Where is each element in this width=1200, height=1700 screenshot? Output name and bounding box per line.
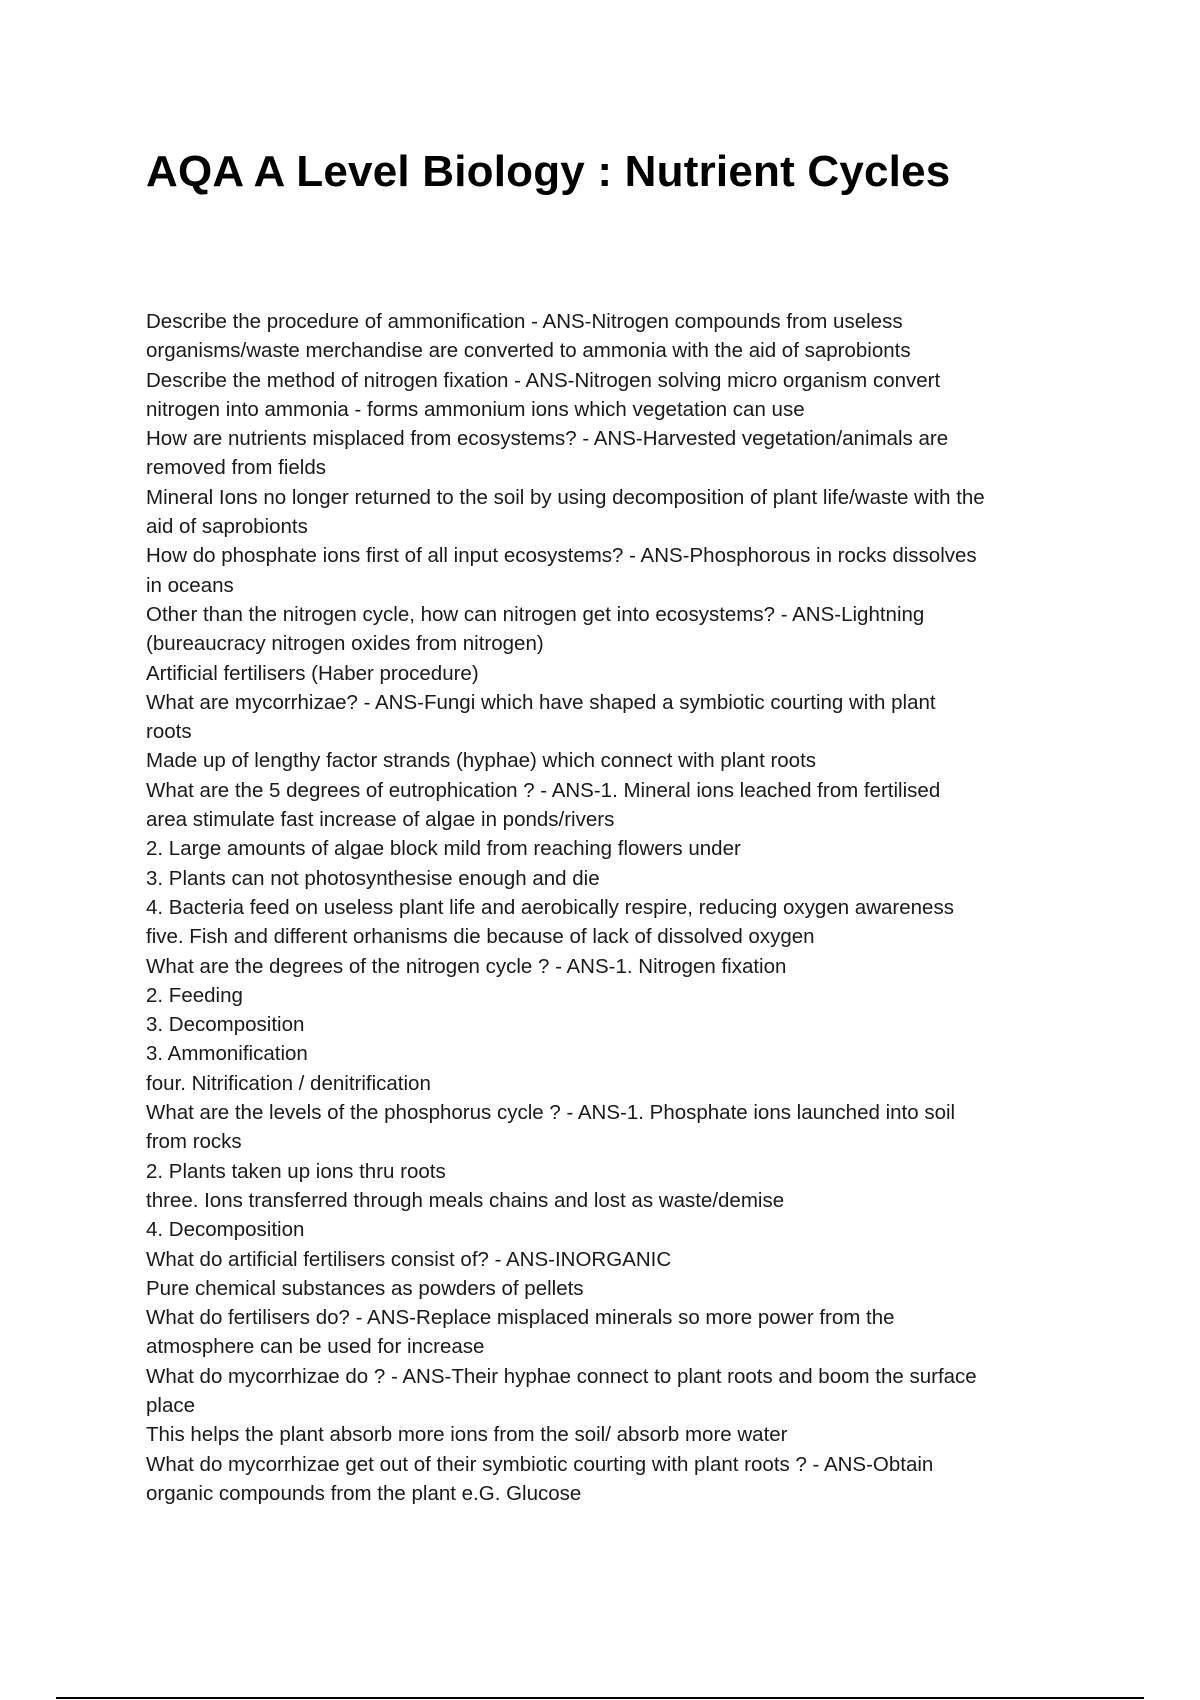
text-line: This helps the plant absorb more ions from the soil/ absorb more water	[146, 1423, 788, 1447]
text-line: How are nutrients misplaced from ecosystems? - ANS-Harvested vegetation/animals are	[146, 427, 949, 451]
text-line: organisms/waste merchandise are converted to ammonia with the aid of saprobionts	[146, 339, 911, 363]
text-line: 4. Bacteria feed on useless plant life and aerobically respire, reducing oxygen awareness	[146, 895, 954, 919]
text-line: place	[146, 1393, 196, 1417]
text-line: 2. Feeding	[146, 983, 243, 1007]
text-line: What do mycorrhizae do ? - ANS-Their hyphae connect to plant roots and boom the surface	[146, 1364, 977, 1388]
text-line: Artificial fertilisers (Haber procedure)	[146, 661, 479, 685]
text-line: aid of saprobionts	[146, 515, 308, 539]
text-line: Mineral Ions no longer returned to the soil by using decomposition of plant life/waste with the	[146, 485, 985, 509]
document-body	[146, 307, 1066, 1508]
text-line: four. Nitrification / denitrification	[146, 1071, 431, 1095]
text-line: area stimulate fast increase of algae in ponds/rivers	[146, 808, 615, 832]
page-title: AQA A Level Biology : Nutrient Cycles	[146, 147, 951, 196]
footer-divider	[56, 1697, 1144, 1699]
text-line: Pure chemical substances as powders of pellets	[146, 1276, 584, 1300]
text-line: What are the levels of the phosphorus cycle ? - ANS-1. Phosphate ions launched into soil	[146, 1101, 956, 1125]
text-line: atmosphere can be used for increase	[146, 1335, 485, 1359]
text-line: What are the 5 degrees of eutrophication ? - ANS-1. Mineral ions leached from fertilised	[146, 778, 941, 802]
text-line: 4. Decomposition	[146, 1218, 305, 1242]
text-line: (bureaucracy nitrogen oxides from nitrogen)	[146, 632, 544, 656]
text-line: 3. Decomposition	[146, 1013, 305, 1037]
text-line: Other than the nitrogen cycle, how can nitrogen get into ecosystems? - ANS-Lightning	[146, 602, 925, 626]
text-line: What are mycorrhizae? - ANS-Fungi which have shaped a symbiotic courting with plant	[146, 690, 936, 714]
text-line: in oceans	[146, 573, 234, 597]
text-line: 2. Plants taken up ions thru roots	[146, 1159, 446, 1183]
text-line: Made up of lengthy factor strands (hyphae) which connect with plant roots	[146, 749, 817, 773]
text-line: 2. Large amounts of algae block mild from reaching flowers under	[146, 837, 741, 861]
text-line: Describe the method of nitrogen fixation - ANS-Nitrogen solving micro organism convert	[146, 368, 941, 392]
text-line: roots	[146, 720, 192, 744]
text-line: from rocks	[146, 1130, 242, 1154]
text-line: How do phosphate ions first of all input ecosystems? - ANS-Phosphorous in rocks dissolves	[146, 544, 977, 568]
text-line: What do fertilisers do? - ANS-Replace misplaced minerals so more power from the	[146, 1306, 895, 1330]
text-line: five. Fish and different orhanisms die because of lack of dissolved oxygen	[146, 925, 815, 949]
text-line: What are the degrees of the nitrogen cycle ? - ANS-1. Nitrogen fixation	[146, 954, 787, 978]
text-line: organic compounds from the plant e.G. Glucose	[146, 1481, 582, 1505]
text-line: 3. Ammonification	[146, 1042, 308, 1066]
text-line: removed from fields	[146, 456, 327, 480]
text-line: Describe the procedure of ammonification - ANS-Nitrogen compounds from useless	[146, 310, 903, 333]
text-line: What do mycorrhizae get out of their symbiotic courting with plant roots ? - ANS-Obtain	[146, 1452, 934, 1476]
text-line: What do artificial fertilisers consist of? - ANS-INORGANIC	[146, 1247, 672, 1271]
text-line: nitrogen into ammonia - forms ammonium ions which vegetation can use	[146, 397, 805, 421]
text-line: three. Ions transferred through meals chains and lost as waste/demise	[146, 1188, 785, 1212]
text-line: 3. Plants can not photosynthesise enough and die	[146, 866, 600, 890]
